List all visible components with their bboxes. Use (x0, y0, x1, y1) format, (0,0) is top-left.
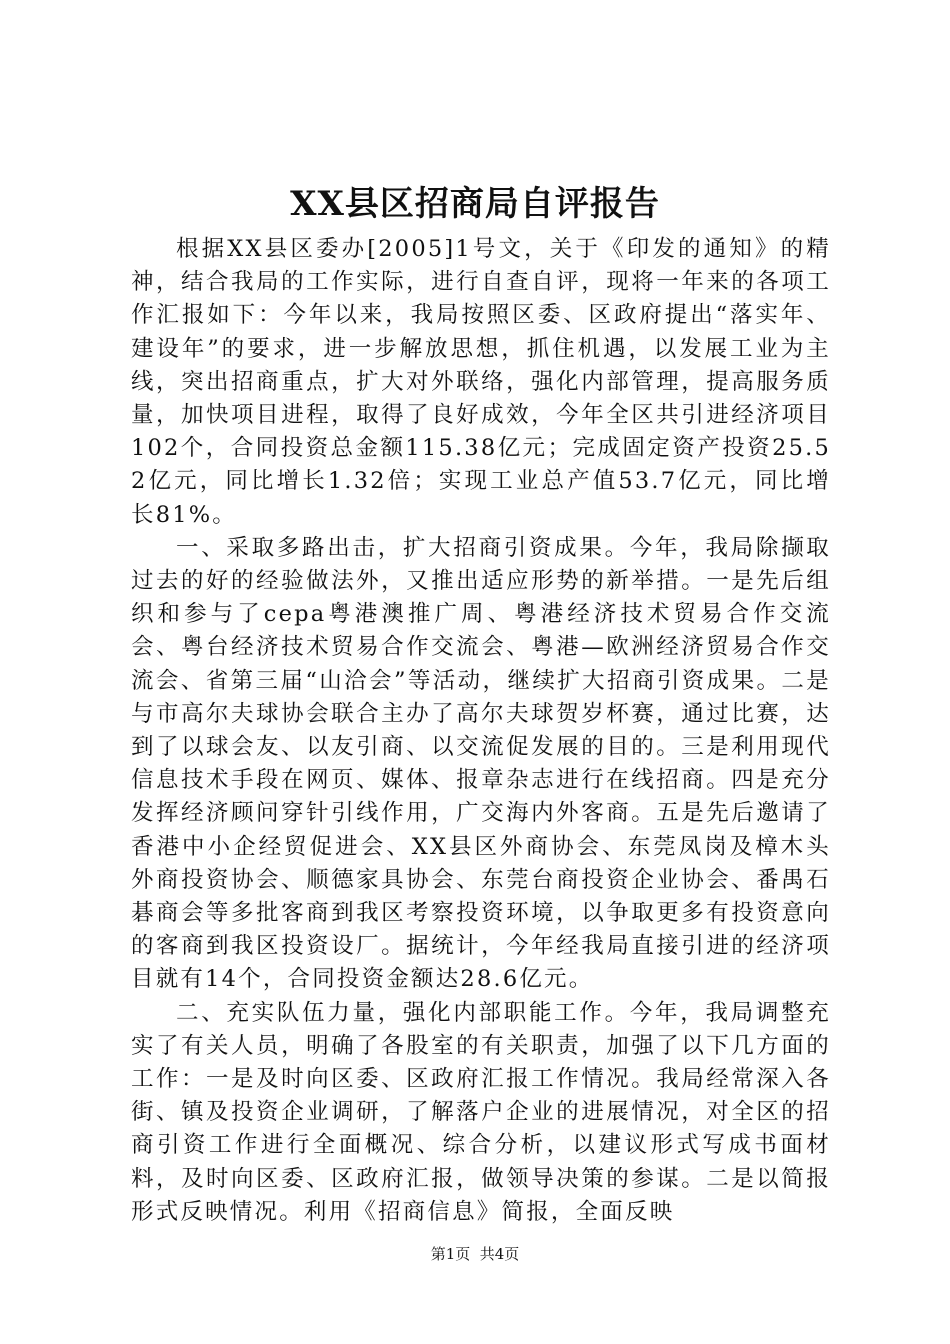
document-body (131, 233, 831, 1229)
paragraph-intro: 根据XX县区委办[2005]1号文，关于《印发的通知》的精神，结合我局的工作实际，进行自查自评，现将一年来的各项工作汇报如下：今年以来，我局按照区委、区政府提出“落实年、建设年”的要求，进一步解放思想，抓住机遇，以发展工业为主线，突出招商重点，扩大对外联络，强化内部管理，提高服务质量，加快项目进程，取得了良好成效，今年全区共引进经济项目102个，合同投资总金额115.38亿元；完成固定资产投资25.52亿元，同比增长1.32倍；实现工业总产值53.7亿元，同比增长81%。 (131, 236, 831, 528)
paragraph-section-2: 二、充实队伍力量，强化内部职能工作。今年，我局调整充实了有关人员，明确了各股室的有关职责，加强了以下几方面的工作：一是及时向区委、区政府汇报工作情况。我局经常深入各街、镇及投资企业调研，了解落户企业的进展情况，对全区的招商引资工作进行全面概况、综合分析，以建议形式写成书面材料，及时向区委、区政府汇报，做领导决策的参谋。二是以简报形式反映情况。利用《招商信息》简报，全面反映 (131, 999, 831, 1225)
page-footer: 第1页 共4页 (430, 1245, 520, 1263)
paragraph-section-1: 一、采取多路出击，扩大招商引资成果。今年，我局除撷取过去的好的经验做法外，又推出适应形势的新举措。一是先后组织和参与了cepa粤港澳推广周、粤港经济技术贸易合作交流会、粤台经济技术贸易合作交流会、粤港—欧洲经济贸易合作交流会、省第三届“山洽会”等活动，继续扩大招商引资成果。二是与市高尔夫球协会联合主办了高尔夫球贺岁杯赛，通过比赛，达到了以球会友、以友引商、以交流促发展的目的。三是利用现代信息技术手段在网页、媒体、报章杂志进行在线招商。四是充分发挥经济顾问穿针引线作用，广交海内外客商。五是先后邀请了香港中小企经贸促进会、XX县区外商协会、东莞凤岗及樟木头外商投资协会、顺德家具协会、东莞台商投资企业协会、番禺石碁商会等多批客商到我区考察投资环境，以争取更多有投资意向的客商到我区投资设厂。据统计，今年经我局直接引进的经济项目就有14个，合同投资金额达28.6亿元。 (131, 534, 831, 993)
page-title: XX县区招商局自评报告 (290, 184, 660, 224)
